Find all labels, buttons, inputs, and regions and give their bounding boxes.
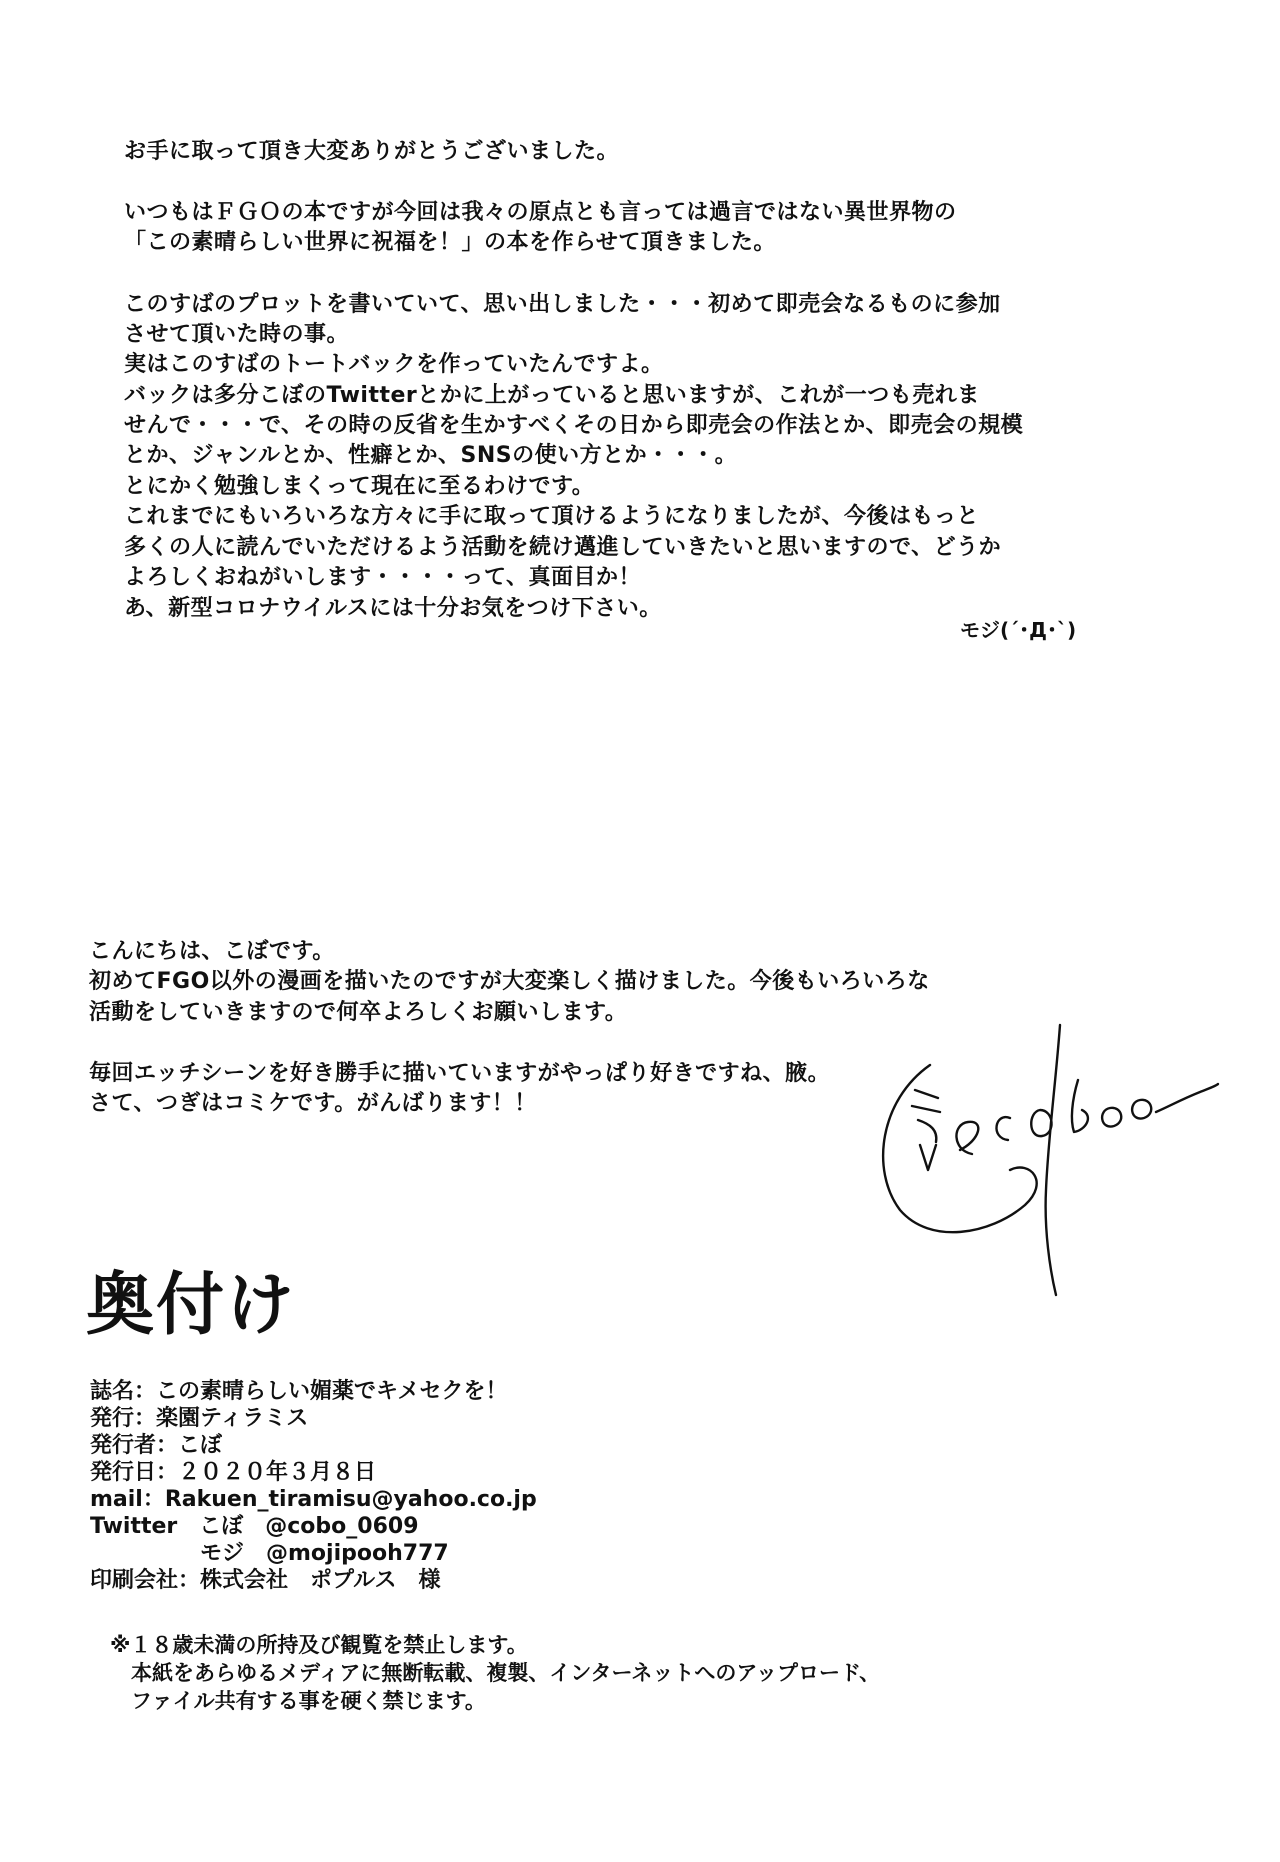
afterword-line: いつもはＦＧＯの本ですが今回は我々の原点とも言っては過言ではない異世界物の — [124, 200, 957, 225]
colophon-line: 印刷会社：株式会社 ポプルス 様 — [90, 1568, 441, 1593]
afterword-line: 多くの人に読んでいただけるよう活動を続け邁進していきたいと思いますので、どうか — [124, 535, 1002, 560]
afterword-line: お手に取って頂き大変ありがとうございました。 — [124, 139, 620, 164]
colophon-line: 発行日：２０２０年３月８日 — [90, 1460, 377, 1485]
afterword-line: さて、つぎはコミケです。がんばります！！ — [89, 1091, 537, 1116]
colophon-line: Twitter こぼ @cobo_0609 — [90, 1514, 419, 1539]
afterword-line: とにかく勉強しまくって現在に至るわけです。 — [124, 474, 595, 499]
afterword-line: このすばのプロットを書いていて、思い出しました・・・初めて即売会なるものに参加 — [124, 292, 1001, 317]
afterword-line: これまでにもいろいろな方々に手に取って頂けるようになりましたが、今後はもっと — [124, 504, 980, 529]
afterword-line: 毎回エッチシーンを好き勝手に描いていますがやっぱり好きですね、腋。 — [89, 1061, 831, 1086]
colophon-line: モジ @mojipooh777 — [90, 1541, 449, 1566]
afterword-line: こんにちは、こぼです。 — [89, 939, 335, 964]
afterword-line: あ、新型コロナウイルスには十分お気をつけ下さい。 — [124, 596, 662, 621]
colophon-line: 発行者：こぼ — [90, 1433, 223, 1458]
afterword-line: 実はこのすばのトートバックを作っていたんですよ。 — [124, 352, 664, 377]
notice-line: ファイル共有する事を硬く禁じます。 — [110, 1689, 486, 1713]
afterword-line: よろしくおねがいします・・・・って、真面目か！ — [124, 565, 642, 590]
colophon-title: 奥付け — [86, 1266, 297, 1345]
cobo-signature-icon — [860, 1020, 1220, 1300]
notice-line: ※１８歳未満の所持及び観覧を禁止します。 — [110, 1633, 528, 1657]
colophon-line: 誌名：この素晴らしい媚薬でキメセクを！ — [90, 1379, 508, 1404]
notice-line: 本紙をあらゆるメディアに無断転載、複製、インターネットへのアップロード、 — [110, 1661, 881, 1685]
afterword-line: 初めてFGO以外の漫画を描いたのですが大変楽しく描けました。今後もいろいろな — [89, 969, 930, 994]
afterword-line: 活動をしていきますので何卒よろしくお願いします。 — [89, 1000, 628, 1025]
afterword-line: させて頂いた時の事。 — [124, 322, 350, 347]
afterword-line: 「この素晴らしい世界に祝福を！」の本を作らせて頂きました。 — [124, 230, 776, 255]
afterword-line: せんで・・・で、その時の反省を生かすべくその日から即売会の作法とか、即売会の規模 — [124, 413, 1024, 438]
colophon-line: mail：Rakuen_tiramisu@yahoo.co.jp — [90, 1487, 537, 1512]
moji-signature: モジ(´･Д･`) — [960, 618, 1077, 642]
afterword-line: バックは多分こぼのTwitterとかに上がっていると思いますが、これが一つも売れま — [124, 383, 980, 408]
afterword-line: とか、ジャンルとか、性癖とか、SNSの使い方とか・・・。 — [124, 443, 738, 468]
colophon-line: 発行：楽園ティラミス — [90, 1406, 309, 1431]
